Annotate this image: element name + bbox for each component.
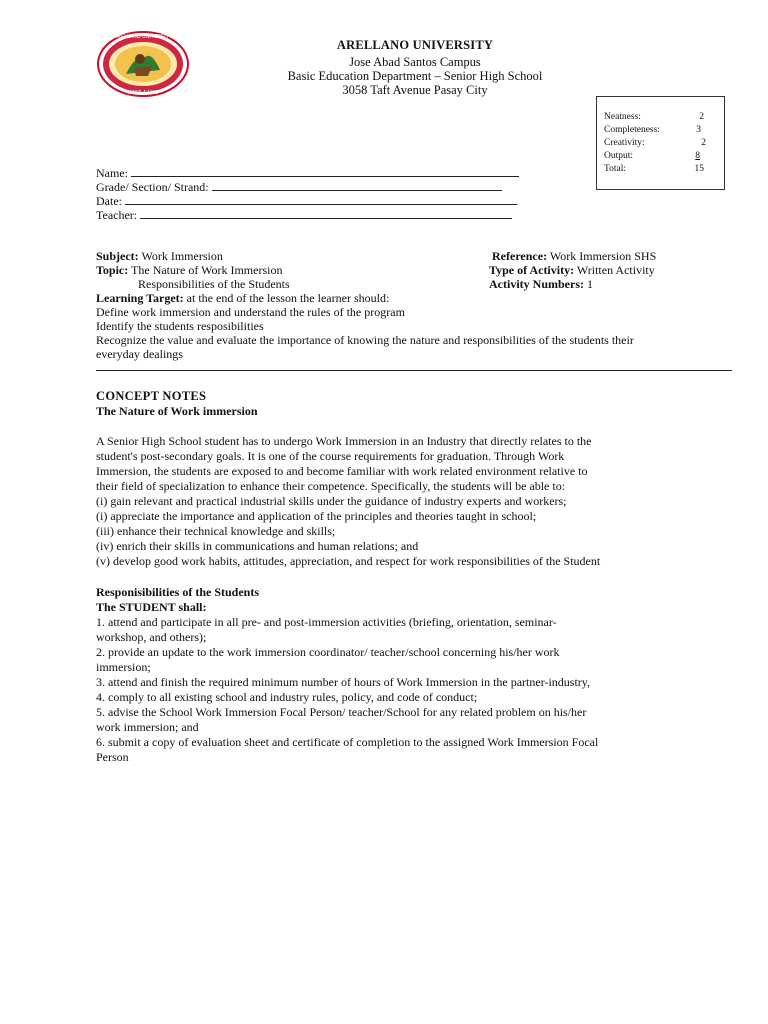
seal-bottom-text: MANILA 1938 bbox=[127, 90, 159, 96]
concept-notes-heading: CONCEPT NOTES bbox=[96, 389, 207, 403]
teacher-blank[interactable] bbox=[140, 208, 512, 219]
learning-target-2: Identify the students resposibilities bbox=[96, 319, 264, 333]
score-row-creativity: Creativity: 2 bbox=[604, 138, 706, 148]
learning-target-line: Learning Target: at the end of the lesson the learner should: bbox=[96, 291, 390, 305]
topic-line-2: Responsibilities of the Students bbox=[138, 277, 290, 291]
name-field[interactable]: Name: bbox=[96, 166, 519, 180]
university-name: ARELLANO UNIVERSITY bbox=[336, 38, 494, 52]
score-row-neatness: Neatness: 2 bbox=[604, 112, 704, 122]
score-row-total: Total: 15 bbox=[604, 164, 704, 174]
svg-text:ARELLANO UNIVERSITY: ARELLANO UNIVERSITY bbox=[113, 34, 173, 40]
responsibilities-heading: Responisibilities of the Students bbox=[96, 585, 260, 599]
learning-target-3: Recognize the value and evaluate the importance of knowing the nature and responsibilities of the students their bbox=[96, 333, 634, 347]
learning-target-3-cont: everyday dealings bbox=[96, 347, 183, 361]
nature-heading: The Nature of Work immersion bbox=[96, 404, 258, 418]
subject-line: Subject: Work Immersion bbox=[96, 249, 223, 263]
score-row-output: Output: 8 bbox=[604, 151, 700, 161]
teacher-field[interactable]: Teacher: bbox=[96, 208, 519, 222]
grade-blank[interactable] bbox=[212, 180, 502, 191]
student-info-fields bbox=[96, 166, 519, 222]
activity-number-line: Activity Numbers: 1 bbox=[489, 277, 593, 291]
responsibilities-section: Responisibilities of the Students The STUDENT shall: 1. attend and participate in all pre- and post-immersion activities (briefing, orientation, seminar- workshop, and others); 2. provide an update to the work immersion coordinator/ teacher/school concerning his/her work immersion; 3. attend and finish the required minimum number of hours of Work Immersion in the partner-industry, 4. comply to all existing school and industry rules, policy, and code of conduct; 5. advise the School Work Immersion Focal Person/ teacher/School for any related problem on his/her work immersion; and 6. submit a copy of evaluation sheet and certificate of completion to the assigned Work Immersion Focal Person bbox=[96, 585, 736, 765]
grade-section-field[interactable]: Grade/ Section/ Strand: bbox=[96, 180, 519, 194]
date-field[interactable]: Date: bbox=[96, 194, 519, 208]
department-name: Basic Education Department – Senior High School bbox=[287, 69, 543, 83]
topic-line: Topic: The Nature of Work Immersion bbox=[96, 263, 283, 277]
campus-name: Jose Abad Santos Campus bbox=[349, 55, 481, 69]
name-blank[interactable] bbox=[131, 166, 519, 177]
concept-notes-section bbox=[96, 389, 736, 419]
date-blank[interactable] bbox=[125, 194, 517, 205]
activity-type-line: Type of Activity: Written Activity bbox=[489, 263, 655, 277]
score-box bbox=[596, 96, 725, 190]
reference-line: Reference: Work Immersion SHS bbox=[492, 249, 657, 263]
nature-paragraph: A Senior High School student has to undergo Work Immersion in an Industry that directly relates to the student's post-secondary goals. It is one of the course requirements for graduation. Through Work Immersion, the students are exposed to and become familiar with work related environment relative to their field of specialization to enhance their competence. Specifically, the students will be able to: (i) gain relevant and practical industrial skills under the guidance of industry experts and workers; (i) appreciate the importance and application of the principles and theories taught in school; (iii) enhance their technical knowledge and skills; (iv) enrich their skills in communications and human relations; and (v) develop good work habits, attitudes, appreciation, and respect for work responsibilities of the Student bbox=[96, 434, 601, 568]
score-row-completeness: Completeness: 3 bbox=[604, 125, 701, 135]
divider-line bbox=[96, 370, 732, 371]
learning-target-1: Define work immersion and understand the rules of the program bbox=[96, 305, 405, 319]
university-address: 3058 Taft Avenue Pasay City bbox=[342, 83, 488, 97]
student-shall-heading: The STUDENT shall: bbox=[96, 600, 207, 614]
